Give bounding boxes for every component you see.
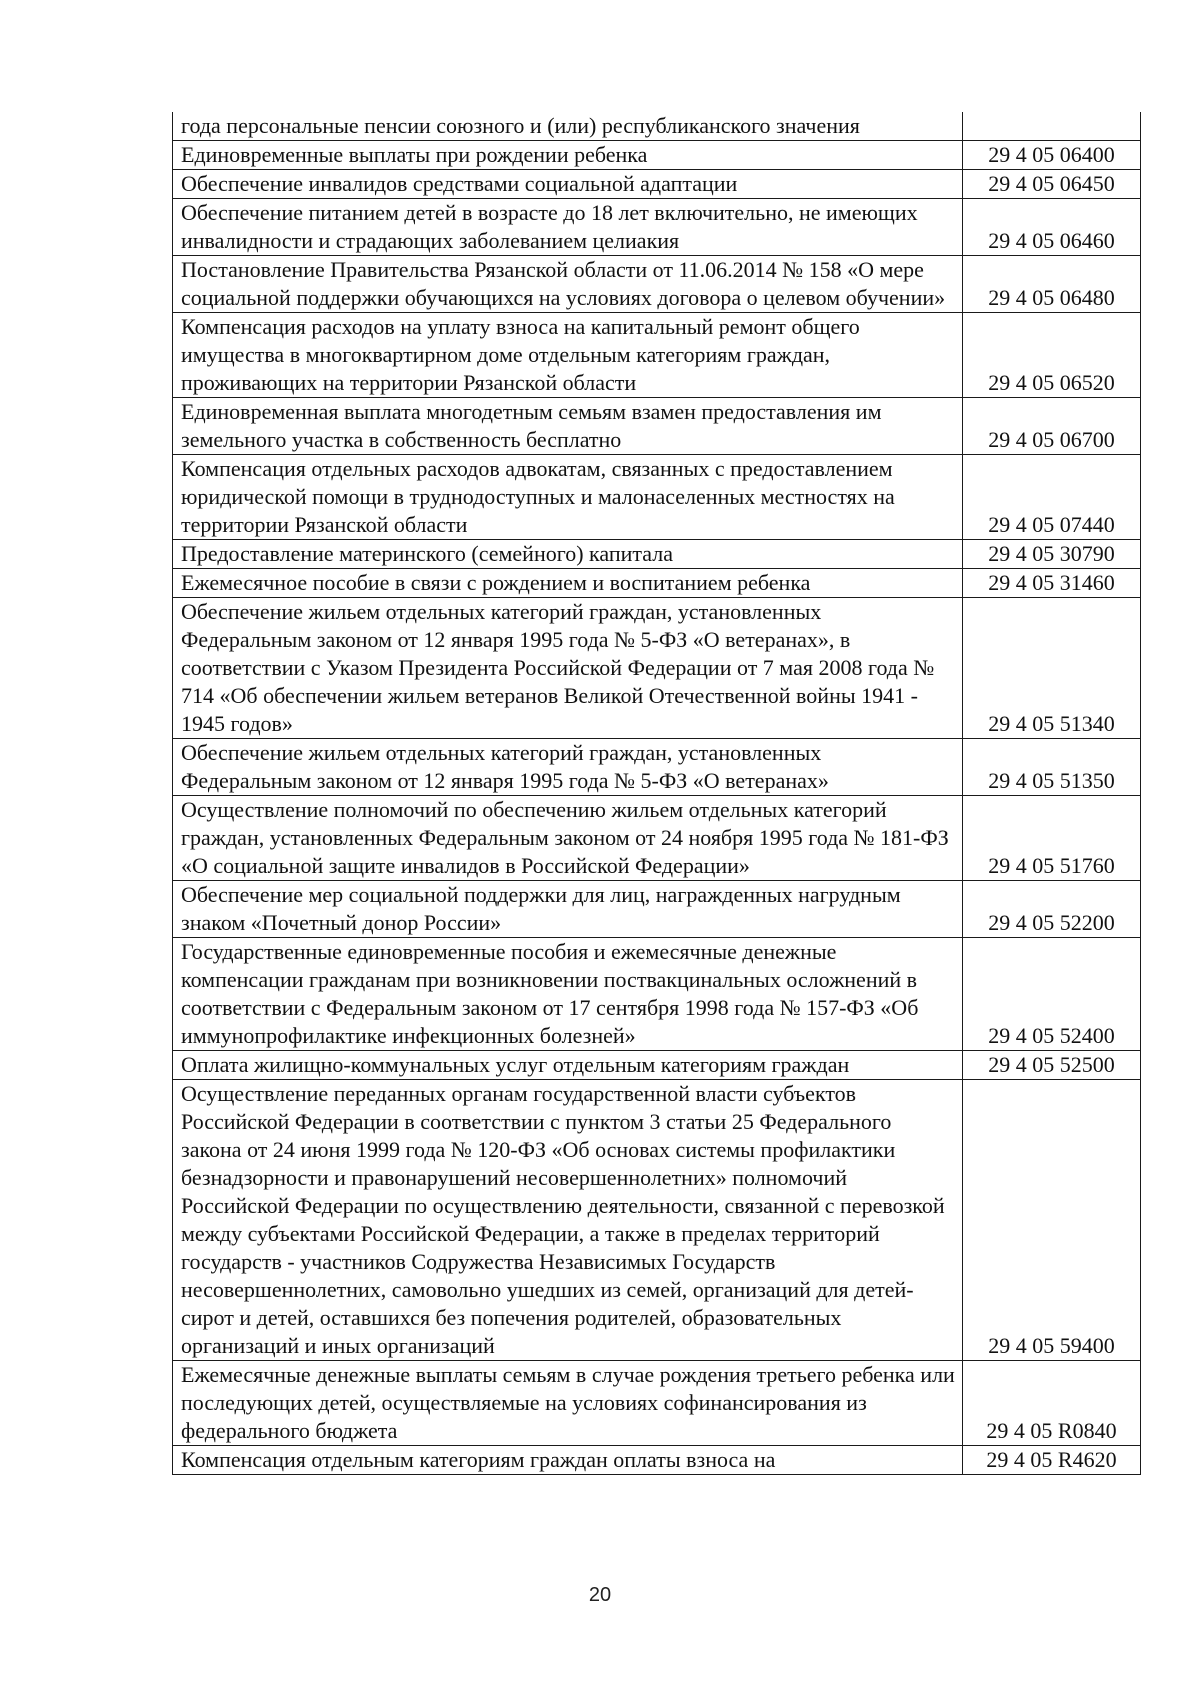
row-name: Предоставление материнского (семейного) капитала: [173, 540, 963, 569]
row-name: Компенсация отдельным категориям граждан оплаты взноса на: [173, 1446, 963, 1475]
table-row: [173, 1051, 1141, 1080]
row-code: 29 4 05 31460: [963, 569, 1141, 598]
table-row: [173, 170, 1141, 199]
table-row: [173, 1446, 1141, 1475]
table-row: [173, 540, 1141, 569]
table-row: [173, 739, 1141, 796]
row-name: Компенсация расходов на уплату взноса на капитальный ремонт общего имущества в многоквартирном доме отдельным категориям граждан, проживающих на территории Рязанской области: [173, 313, 963, 398]
table-row: [173, 455, 1141, 540]
row-code: 29 4 05 51350: [963, 739, 1141, 796]
row-code: 29 4 05 07440: [963, 455, 1141, 540]
table-row: [173, 796, 1141, 881]
row-code: 29 4 05 R4620: [963, 1446, 1141, 1475]
row-code: 29 4 05 30790: [963, 540, 1141, 569]
row-code: 29 4 05 06480: [963, 256, 1141, 313]
table-row: [173, 256, 1141, 313]
row-name: Обеспечение жильем отдельных категорий граждан, установленных Федеральным законом от 12 января 1995 года № 5-ФЗ «О ветеранах»: [173, 739, 963, 796]
row-name: Осуществление полномочий по обеспечению жильем отдельных категорий граждан, установленных Федеральным законом от 24 ноября 1995 года № 181-ФЗ «О социальной защите инвалидов в Российской Федерации»: [173, 796, 963, 881]
row-name: Осуществление переданных органам государственной власти субъектов Российской Федерации в соответствии с пунктом 3 статьи 25 Федерального закона от 24 июня 1999 года № 120-ФЗ «Об основах системы профилактики безнадзорности и правонарушений несовершеннолетних» полномочий Российской Федерации по осуществлению деятельности, связанной с перевозкой между субъектами Российской Федерации, а также в пределах территорий государств - участников Содружества Независимых Государств несовершеннолетних, самовольно ушедших из семей, организаций для детей-сирот и детей, оставшихся без попечения родителей, образовательных организаций и иных организаций: [173, 1080, 963, 1361]
row-code: 29 4 05 51760: [963, 796, 1141, 881]
row-name: Обеспечение инвалидов средствами социальной адаптации: [173, 170, 963, 199]
table-row: [173, 199, 1141, 256]
row-code: 29 4 05 06700: [963, 398, 1141, 455]
table-row: [173, 881, 1141, 938]
row-code: 29 4 05 06450: [963, 170, 1141, 199]
table-row: [173, 1361, 1141, 1446]
table-row: [173, 398, 1141, 455]
table-row: [173, 598, 1141, 739]
table-row: [173, 938, 1141, 1051]
row-code: 29 4 05 51340: [963, 598, 1141, 739]
row-code: 29 4 05 06400: [963, 141, 1141, 170]
row-code: 29 4 05 R0840: [963, 1361, 1141, 1446]
row-code: 29 4 05 06460: [963, 199, 1141, 256]
table-body: [173, 112, 1141, 1475]
row-name: Оплата жилищно-коммунальных услуг отдельным категориям граждан: [173, 1051, 963, 1080]
table-row: [173, 1080, 1141, 1361]
row-name: Единовременные выплаты при рождении ребенка: [173, 141, 963, 170]
row-name: Обеспечение жильем отдельных категорий граждан, установленных Федеральным законом от 12 января 1995 года № 5-ФЗ «О ветеранах», в соответствии с Указом Президента Российской Федерации от 7 мая 2008 года № 714 «Об обеспечении жильем ветеранов Великой Отечественной войны 1941 - 1945 годов»: [173, 598, 963, 739]
row-code: 29 4 05 06520: [963, 313, 1141, 398]
row-name: Компенсация отдельных расходов адвокатам, связанных с предоставлением юридической помощи в труднодоступных и малонаселенных местностях на территории Рязанской области: [173, 455, 963, 540]
table-row: [173, 112, 1141, 141]
page-number: 20: [588, 1584, 612, 1606]
row-code: 29 4 05 52400: [963, 938, 1141, 1051]
row-name: Ежемесячное пособие в связи с рождением и воспитанием ребенка: [173, 569, 963, 598]
budget-classification-table: [172, 112, 1141, 1475]
row-name: года персональные пенсии союзного и (или) республиканского значения: [173, 112, 963, 141]
table-row: [173, 141, 1141, 170]
row-code: 29 4 05 52200: [963, 881, 1141, 938]
row-code: [963, 112, 1141, 141]
row-name: Обеспечение питанием детей в возрасте до 18 лет включительно, не имеющих инвалидности и страдающих заболеванием целиакия: [173, 199, 963, 256]
table-row: [173, 313, 1141, 398]
row-code: 29 4 05 59400: [963, 1080, 1141, 1361]
row-name: Единовременная выплата многодетным семьям взамен предоставления им земельного участка в собственность бесплатно: [173, 398, 963, 455]
row-code: 29 4 05 52500: [963, 1051, 1141, 1080]
row-name: Постановление Правительства Рязанской области от 11.06.2014 № 158 «О мере социальной поддержки обучающихся на условиях договора о целевом обучении»: [173, 256, 963, 313]
table-row: [173, 569, 1141, 598]
row-name: Ежемесячные денежные выплаты семьям в случае рождения третьего ребенка или последующих детей, осуществляемые на условиях софинансирования из федерального бюджета: [173, 1361, 963, 1446]
row-name: Государственные единовременные пособия и ежемесячные денежные компенсации гражданам при возникновении поствакцинальных осложнений в соответствии с Федеральным законом от 17 сентября 1998 года № 157-ФЗ «Об иммунопрофилактике инфекционных болезней»: [173, 938, 963, 1051]
row-name: Обеспечение мер социальной поддержки для лиц, награжденных нагрудным знаком «Почетный донор России»: [173, 881, 963, 938]
